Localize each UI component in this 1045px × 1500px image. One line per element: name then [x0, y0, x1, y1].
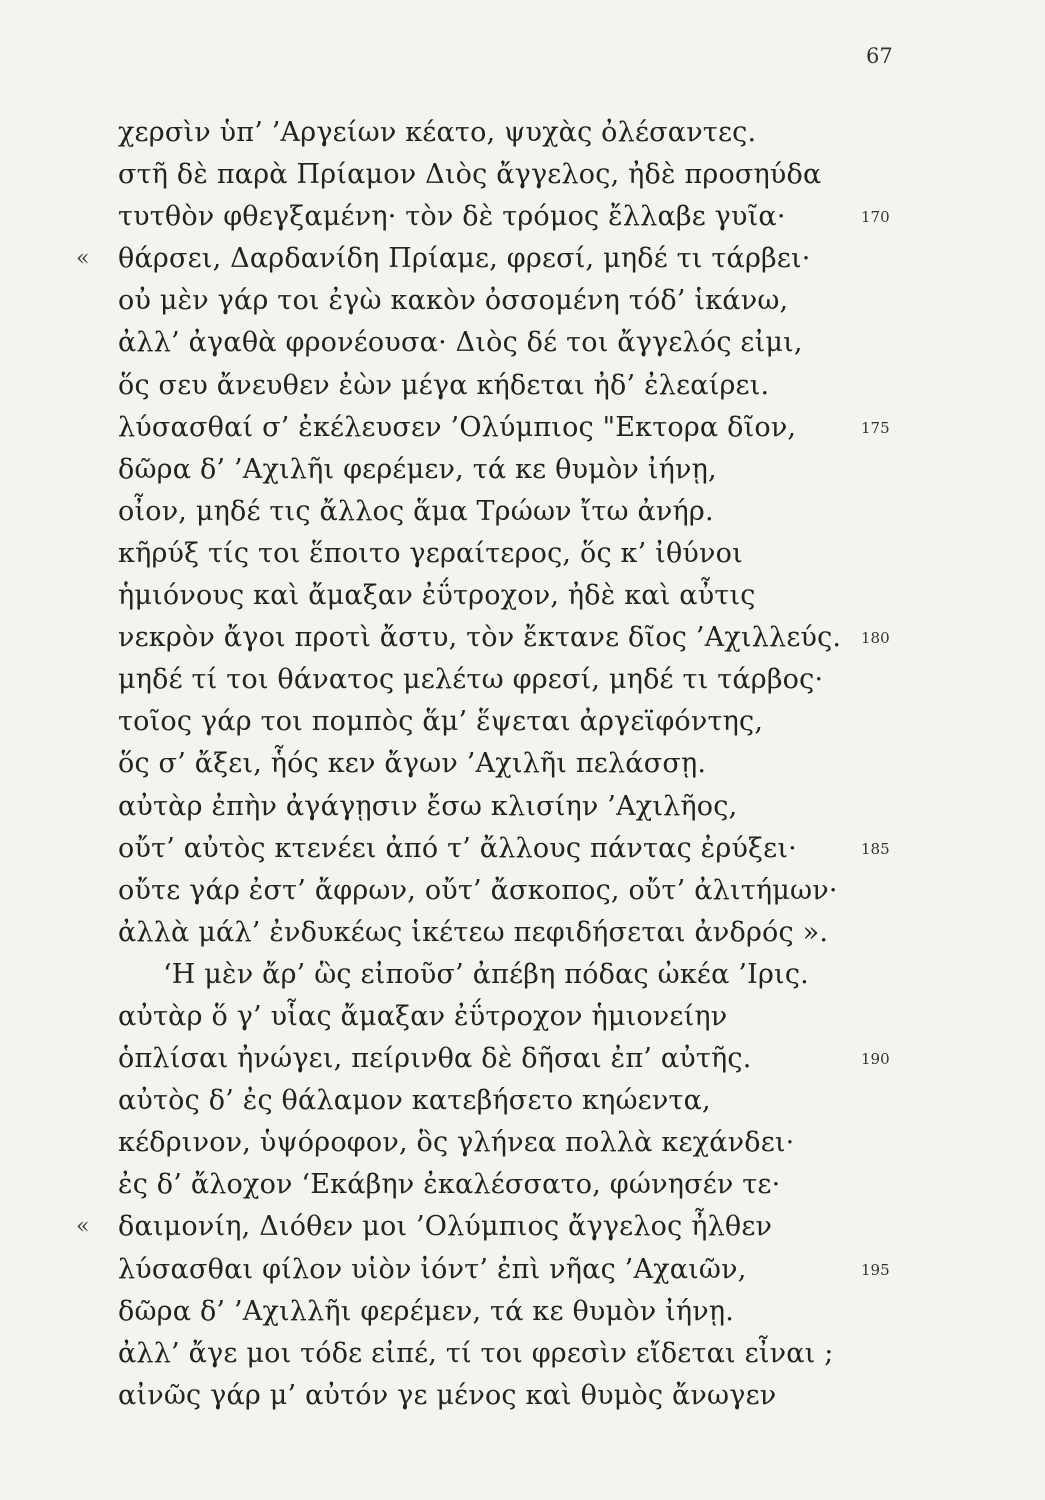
verse-line-text: χερσὶν ὑπ’ ’Αργείων κέατο, ψυχὰς ὀλέσαντες. — [118, 117, 757, 148]
line-number: 195 — [861, 1260, 890, 1279]
verse-block — [0, 112, 1045, 1417]
verse-line — [0, 954, 1045, 996]
verse-line-text: οἶον, μηδέ τις ἄλλος ἅμα Τρώων ἴτω ἀνήρ. — [118, 495, 714, 527]
verse-line — [0, 491, 1045, 533]
verse-line-text: ἀλλ’ ἄγε μοι τόδε εἰπέ, τί τοι φρεσὶν εἴδεται εἶναι ; — [118, 1337, 834, 1369]
verse-line — [0, 1080, 1045, 1122]
verse-line — [0, 786, 1045, 828]
verse-line-text: ‘Η μὲν ἄρ’ ὣς εἰποῦσ’ ἀπέβη πόδας ὠκέα ’Ιρις. — [163, 958, 809, 990]
verse-line-text: νεκρὸν ἄγοι προτὶ ἄστυ, τὸν ἔκτανε δῖος ’Αχιλλεύς. — [118, 622, 842, 654]
verse-line — [0, 996, 1045, 1038]
verse-line — [0, 533, 1045, 575]
verse-line — [0, 1291, 1045, 1333]
verse-line-text: δαιμονίη, Διόθεν μοι ’Ολύμπιος ἄγγελος ἦλθεν — [118, 1211, 773, 1243]
verse-line — [0, 407, 1045, 449]
verse-line — [0, 1164, 1045, 1206]
verse-line — [0, 1206, 1045, 1248]
verse-line — [0, 1038, 1045, 1080]
verse-line-text: κῆρύξ τίς τοι ἕποιτο γεραίτερος, ὅς κ’ ἰθύνοι — [118, 537, 743, 569]
verse-line-text: στῆ δὲ παρὰ Πρίαμον Διὸς ἄγγελος, ἠδὲ προσηύδα — [118, 159, 822, 191]
verse-line-text: ἐς δ’ ἄλοχον ‘Εκάβην ἐκαλέσσατο, φώνησέν τε· — [118, 1169, 781, 1201]
verse-line — [0, 617, 1045, 659]
line-number: 190 — [861, 1050, 890, 1069]
opening-quote-mark: « — [76, 246, 90, 272]
verse-line — [0, 659, 1045, 701]
verse-line — [0, 154, 1045, 196]
verse-line-text: κέδρινον, ὑψόροφον, ὃς γλήνεα πολλὰ κεχάνδει· — [118, 1127, 795, 1159]
verse-line — [0, 280, 1045, 322]
verse-line-text: αἰνῶς γάρ μ’ αὐτόν γε μένος καὶ θυμὸς ἄνωγεν — [118, 1379, 777, 1411]
verse-line — [0, 743, 1045, 785]
line-number: 185 — [861, 839, 890, 858]
verse-line-text: αὐτὸς δ’ ἐς θάλαμον κατεβήσετο κηώεντα, — [118, 1085, 711, 1117]
verse-line-text: μηδέ τί τοι θάνατος μελέτω φρεσί, μηδέ τι τάρβος· — [118, 664, 824, 696]
verse-line-text: δῶρα δ’ ’Αχιλῆι φερέμεν, τά κε θυμὸν ἰήνῃ, — [118, 453, 717, 485]
verse-line — [0, 1122, 1045, 1164]
verse-line — [0, 701, 1045, 743]
line-number: 180 — [861, 629, 890, 648]
verse-line — [0, 1249, 1045, 1291]
verse-line — [0, 1333, 1045, 1375]
verse-line-text: τοῖος γάρ τοι πομπὸς ἅμ’ ἕψεται ἀργεϊφόντης, — [118, 706, 764, 738]
verse-line-text: δῶρα δ’ ’Αχιλλῆι φερέμεν, τά κε θυμὸν ἰήνῃ. — [118, 1295, 735, 1327]
verse-line-text: ἀλλὰ μάλ’ ἐνδυκέως ἱκέτεω πεφιδήσεται ἀνδρός ». — [118, 916, 829, 948]
verse-line — [0, 828, 1045, 870]
page-number: 67 — [866, 44, 893, 68]
verse-line-text: λύσασθαί σ’ ἐκέλευσεν ’Ολύμπιος "Εκτορα δῖον, — [118, 411, 797, 443]
verse-line — [0, 322, 1045, 364]
verse-line-text: ἀλλ’ ἀγαθὰ φρονέουσα· Διὸς δέ τοι ἄγγελός εἰμι, — [118, 327, 803, 359]
verse-line — [0, 1375, 1045, 1417]
verse-line-text: ὅς σ’ ἄξει, ἧός κεν ἄγων ’Αχιλῆι πελάσσῃ. — [118, 748, 707, 780]
line-number: 170 — [861, 208, 890, 227]
verse-line — [0, 238, 1045, 280]
verse-line-text: οὐ μὲν γάρ τοι ἐγὼ κακὸν ὀσσομένη τόδ’ ἱκάνω, — [118, 285, 789, 317]
verse-line-text: ὁπλίσαι ἠνώγει, πείρινθα δὲ δῆσαι ἐπ’ αὐτῆς. — [118, 1043, 752, 1075]
verse-line-text: αὐτὰρ ἐπὴν ἀγάγῃσιν ἔσω κλισίην ’Αχιλῆος, — [118, 790, 738, 822]
verse-line — [0, 196, 1045, 238]
verse-line-text: αὐτὰρ ὅ γ’ υἷας ἄμαξαν ἐΰτροχον ἡμιονείην — [118, 1000, 728, 1032]
verse-line-text: λύσασθαι φίλον υἱὸν ἰόντ’ ἐπὶ νῆας ’Αχαιῶν, — [118, 1253, 747, 1285]
verse-line-text: ὅς σευ ἄνευθεν ἐὼν μέγα κήδεται ἠδ’ ἐλεαίρει. — [118, 369, 770, 401]
verse-line-text: ἡμιόνους καὶ ἄμαξαν ἐΰτροχον, ἠδὲ καὶ αὖτις — [118, 580, 756, 612]
verse-line — [0, 870, 1045, 912]
verse-line — [0, 112, 1045, 154]
line-number: 175 — [861, 418, 890, 437]
verse-line-text: θάρσει, Δαρδανίδη Πρίαμε, φρεσί, μηδέ τι τάρβει· — [118, 243, 811, 275]
verse-line — [0, 449, 1045, 491]
verse-line — [0, 575, 1045, 617]
verse-line-text: τυτθὸν φθεγξαμένη· τὸν δὲ τρόμος ἔλλαβε γυῖα· — [118, 201, 786, 233]
verse-line-text: οὔτε γάρ ἐστ’ ἄφρων, οὔτ’ ἄσκοπος, οὔτ’ ἀλιτήμων· — [118, 874, 838, 906]
verse-line-text: οὔτ’ αὐτὸς κτενέει ἀπό τ’ ἄλλους πάντας ἐρύξει· — [118, 832, 797, 864]
verse-line — [0, 912, 1045, 954]
verse-line — [0, 365, 1045, 407]
opening-quote-mark: « — [76, 1214, 90, 1240]
